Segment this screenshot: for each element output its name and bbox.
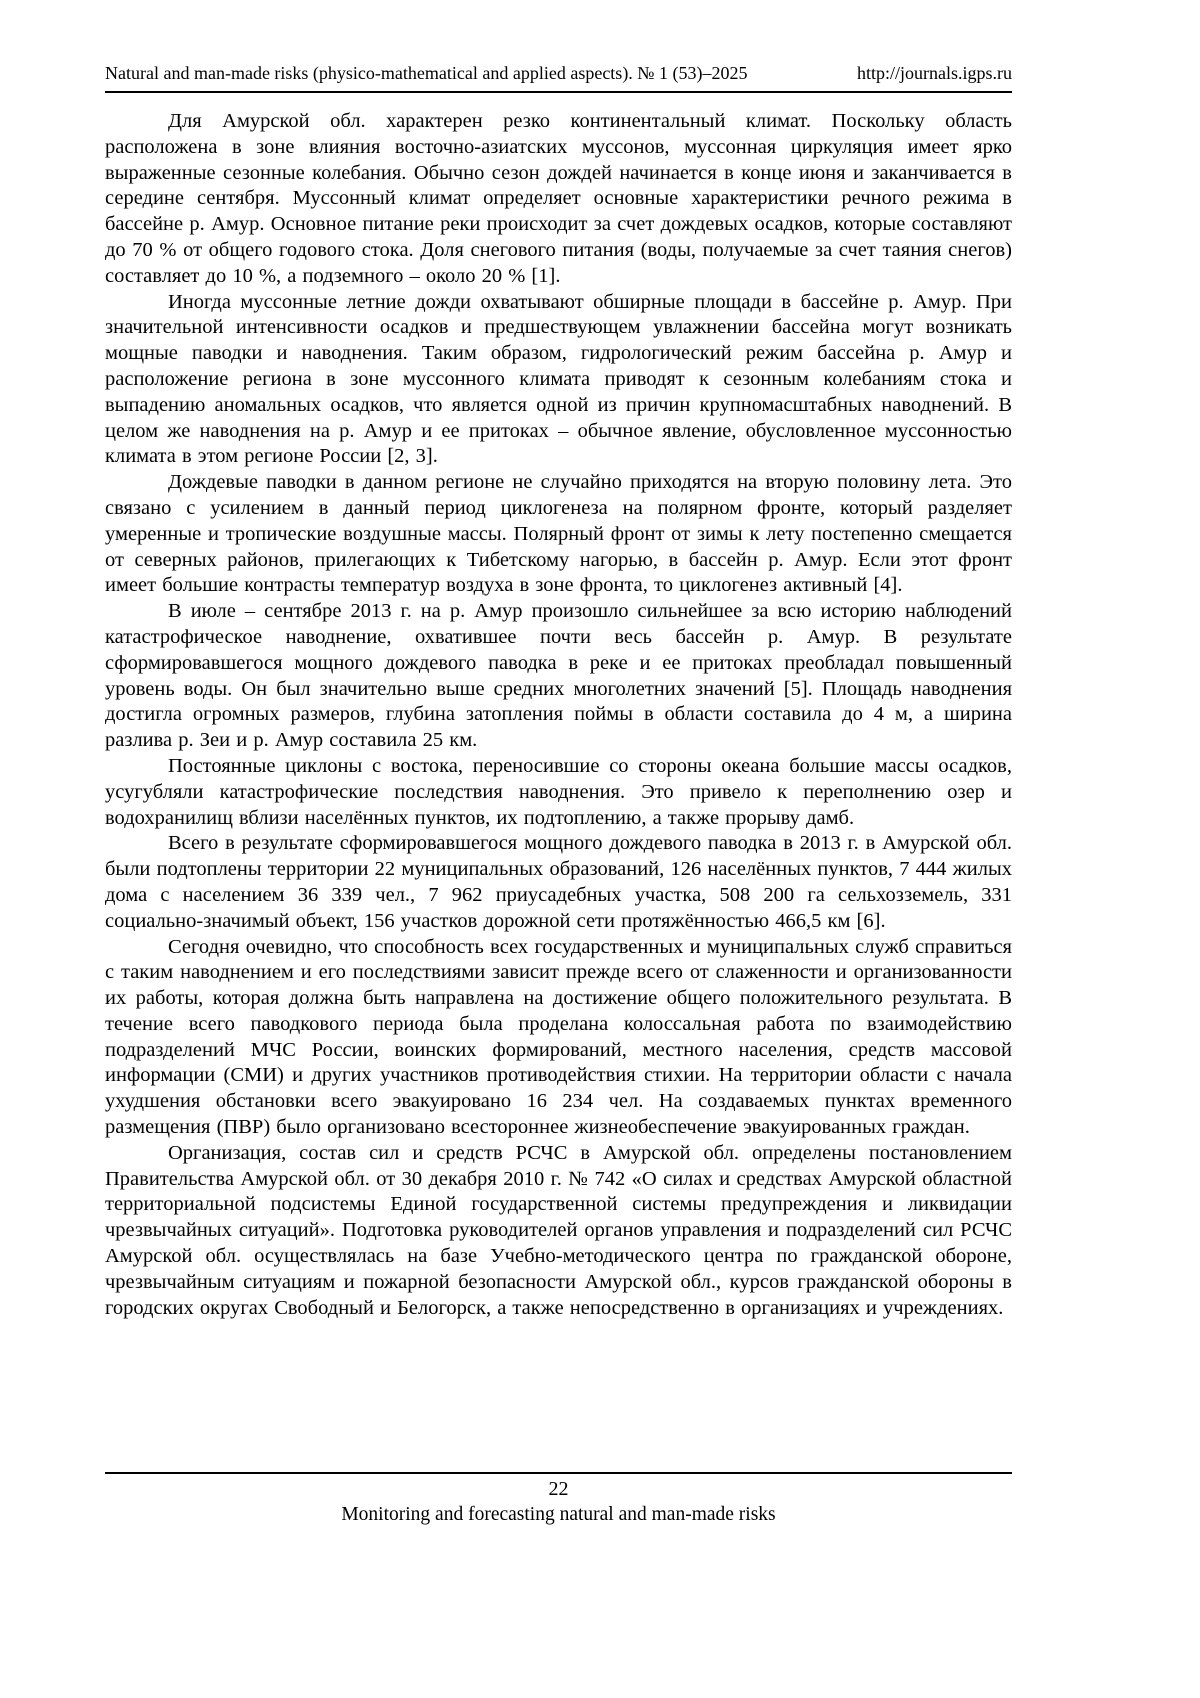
paragraph-cyclones-consequences: Постоянные циклоны с востока, переносившие со стороны океана большие массы осадков, усугубляли катастрофические последствия наводнения. Это привело к переполнению озер и водохранилищ вблизи населённых пунктов, их подтоплению, а также прорыву дамб. (105, 754, 1012, 829)
paragraph-rain-floods-cyclogenesis: Дождевые паводки в данном регионе не случайно приходятся на вторую половину лета. Это связано с усилением в данный период циклогенеза на полярном фронте, который разделяет умеренные и тропические воздушные массы. Полярный фронт от зимы к лету постепенно смещается от северных районов, прилегающих к Тибетскому нагорью, в бассейн р. Амур. Если этот фронт имеет большие контрасты температур воздуха в зоне фронта, то циклогенез активный [4]. (105, 471, 1012, 597)
paragraph-2013-flood: В июле – сентябре 2013 г. на р. Амур произошло сильнейшее за всю историю наблюдений катастрофическое наводнение, охватившее почти весь бассейн р. Амур. В результате сформировавшегося мощного дождевого паводка в реке и ее притоках преобладал повышенный уровень воды. Он был значительно выше средних многолетних значений [5]. Площадь наводнения достигла огромных размеров, глубина затопления поймы в области составила до 4 м, а ширина разлива р. Зеи и р. Амур составила 25 км. (105, 600, 1012, 752)
page-header (105, 0, 1012, 91)
page-number: 22 (548, 1478, 569, 1500)
journal-title: Natural and man-made risks (physico-mathematical and applied aspects). № 1 (53)–2025 (105, 63, 748, 83)
paragraph-monsoon-rains: Иногда муссонные летние дожди охватывают обширные площади в бассейне р. Амур. При значительной интенсивности осадков и предшествующем увлажнении бассейна могут возникать мощные паводки и наводнения. Таким образом, гидрологический режим бассейна р. Амур и расположение региона в зоне муссонного климата приводят к сезонным колебаниям стока и выпадению аномальных осадков, что является одной из причин крупномасштабных наводнений. В целом же наводнения на р. Амур и ее притоках – обычное явление, обусловленное муссонностью климата в этом регионе России [2, 3]. (105, 290, 1012, 468)
document-page (105, 0, 1012, 1321)
journal-url-link[interactable]: http://journals.igps.ru (857, 63, 1012, 83)
footer-rule (105, 1472, 1012, 1474)
paragraph-rschs-organization: Организация, состав сил и средств РСЧС в Амурской обл. определены постановлением Правительства Амурской обл. от 30 декабря 2010 г. № 742 «О силах и средствах Амурской областной территориальной подсистемы Единой государственной системы предупреждения и ликвидации чрезвычайных ситуаций». Подготовка руководителей органов управления и подразделений сил РСЧС Амурской обл. осуществлялась на базе Учебно-методического центра по гражданской обороне, чрезвычайным ситуациям и пожарной безопасности Амурской обл., курсов гражданской обороны в городских округах Свободный и Белогорск, а также непосредственно в организациях и учреждениях. (105, 1141, 1012, 1319)
footer-section-title: Monitoring and forecasting natural and man-made risks (341, 1504, 776, 1525)
paragraph-flood-statistics: Всего в результате сформировавшегося мощного дождевого паводка в 2013 г. в Амурской обл. были подтоплены территории 22 муниципальных образований, 126 населённых пунктов, 7 444 жилых дома с населением 36 339 чел., 7 962 приусадебных участка, 508 200 га сельхозземель, 331 социально-значимый объект, 156 участков дорожной сети протяжённостью 466,5 км [6]. (105, 832, 1012, 932)
paragraph-services-response: Сегодня очевидно, что способность всех государственных и муниципальных служб справиться с таким наводнением и его последствиями зависит прежде всего от слаженности и организованности их работы, которая должна быть направлена на достижение общего положительного результата. В течение всего паводкового периода была проделана колоссальная работа по взаимодействию подразделений МЧС России, воинских формирований, местного населения, средств массовой информации (СМИ) и других участников противодействия стихии. На территории области с начала ухудшения обстановки всего эвакуировано 16 234 чел. На создаваемых пунктах временного размещения (ПВР) было организовано всестороннее жизнеобеспечение эвакуированных граждан. (105, 935, 1012, 1139)
paragraph-climate-overview: Для Амурской обл. характерен резко континентальный климат. Поскольку область расположена в зоне влияния восточно-азиатских муссонов, муссонная циркуляция имеет ярко выраженные сезонные колебания. Обычно сезон дождей начинается в конце июня и заканчивается в середине сентября. Муссонный климат определяет основные характеристики речного режима в бассейне р. Амур. Основное питание реки происходит за счет дождевых осадков, которые составляют до 70 % от общего годового стока. Доля снегового питания (воды, получаемые за счет таяния снегов) составляет до 10 %, а подземного – около 20 % [1]. (105, 110, 1012, 287)
page-footer (105, 1472, 1012, 1527)
article-body (105, 93, 1012, 1321)
